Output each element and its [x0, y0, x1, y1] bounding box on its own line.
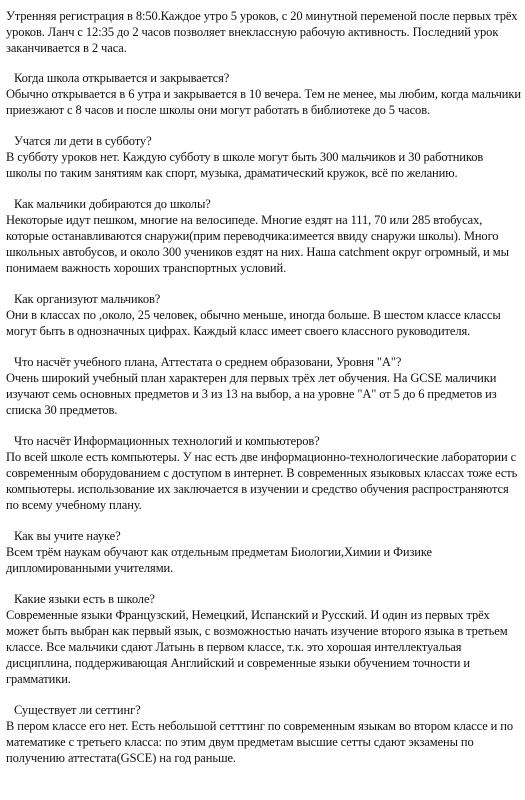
faq-item-saturday	[6, 133, 521, 181]
faq-question: Существует ли сеттинг?	[14, 703, 141, 717]
faq-question: Учатся ли дети в субботу?	[14, 134, 152, 148]
faq-question: Что насчёт Информационных технологий и компьютеров?	[14, 434, 320, 448]
faq-question: Как вы учите науке?	[14, 529, 121, 543]
faq-answer: В субботу уроков нет. Каждую субботу в школе могут быть 300 мальчиков и 30 работников школы по таким занятиям как спорт, музыка, драматический кружок, всё по желанию.	[6, 150, 484, 180]
faq-answer: По всей школе есть компьютеры. У нас есть две информационно-технологические лаборатории с современным оборудованием с доступом в интернет. В современных языковых классах тоже есть компьютеры. использование их заключается в изучении и средство обучения распространяются по всему учебному плану.	[6, 450, 518, 512]
faq-item-curriculum	[6, 354, 521, 418]
faq-question: Когда школа открывается и закрывается?	[14, 71, 230, 85]
faq-answer: Современные языки Французский, Немецкий, Испанский и Русский. И один из первых трёх может быть выбран как первый язык, с возможностью начать изучение второго языка в третьем классе. Все мальчики сдают Латынь в первом классе, т.к. это хорошая интеллектуальая дисциплина, поддерживающая Английский и современные языки обучением точности и грамматики.	[6, 608, 508, 686]
faq-question: Как организуют мальчиков?	[14, 292, 161, 306]
faq-answer: Всем трём наукам обучают как отдельным предметам Биологии,Химии и Физике дипломированными учителями.	[6, 545, 433, 575]
faq-item-transport	[6, 196, 521, 276]
faq-item-opening-hours	[6, 70, 521, 118]
faq-answer: Некоторые идут пешком, многие на велосипеде. Многие ездят на 111, 70 или 285 втобусах, которые останавливаются снаружи(прим переводчика:имеется ввиду снаружи школы). Много школьных автобусов, и около 300 учеников ездят на них. Наша catchment округ огромный, и мы понимаем важность хороших транспортных условий.	[6, 213, 509, 275]
faq-question: Какие языки есть в школе?	[14, 592, 155, 606]
faq-answer: В пером классе его нет. Есть небольшой сетттинг по современным языкам во втором классе и по математике с третьего класса: по этим двум предметам высшие сетты сдают экзамены по получению аттестата(GSCE) на год раньше.	[6, 719, 514, 765]
intro-paragraph: Утренняя регистрация в 8:50.Каждое утро 5 уроков, с 20 минутной переменой после первых трёх уроков. Ланч с 12:35 до 2 часов позволяет внеклассную рабочую активность. Последний урок заканчивается в 2 часа.	[6, 9, 518, 55]
faq-item-science	[6, 528, 521, 576]
faq-answer: Обычно открывается в 6 утра и закрывается в 10 вечера. Тем не менее, мы любим, когда мальчики приезжают с 8 часов и после школы они могут работать в библиотеке до 5 часов.	[6, 87, 521, 117]
faq-answer: Они в классах по ,около, 25 человек, обычно меньше, иногда больше. В шестом классе классы могут быть в однозначных цифрах. Каждый класс имеет своего классного руководителя.	[6, 308, 501, 338]
faq-item-languages	[6, 591, 521, 687]
faq-item-organisation	[6, 291, 521, 339]
faq-answer: Очень широкий учебный план характерен для первых трёх лет обучения. На GCSE маличики изучают семь основных предметов и 3 из 13 на выбор, а на уровне "А" от 5 до 6 предметов из списка 30 предметов.	[6, 371, 497, 417]
faq-question: Что насчёт учебного плана, Аттестата о среднем образовани, Уровня "А"?	[14, 355, 402, 369]
faq-question: Как мальчики добираются до школы?	[14, 197, 211, 211]
faq-item-it-computers	[6, 433, 521, 513]
faq-item-setting	[6, 702, 521, 766]
